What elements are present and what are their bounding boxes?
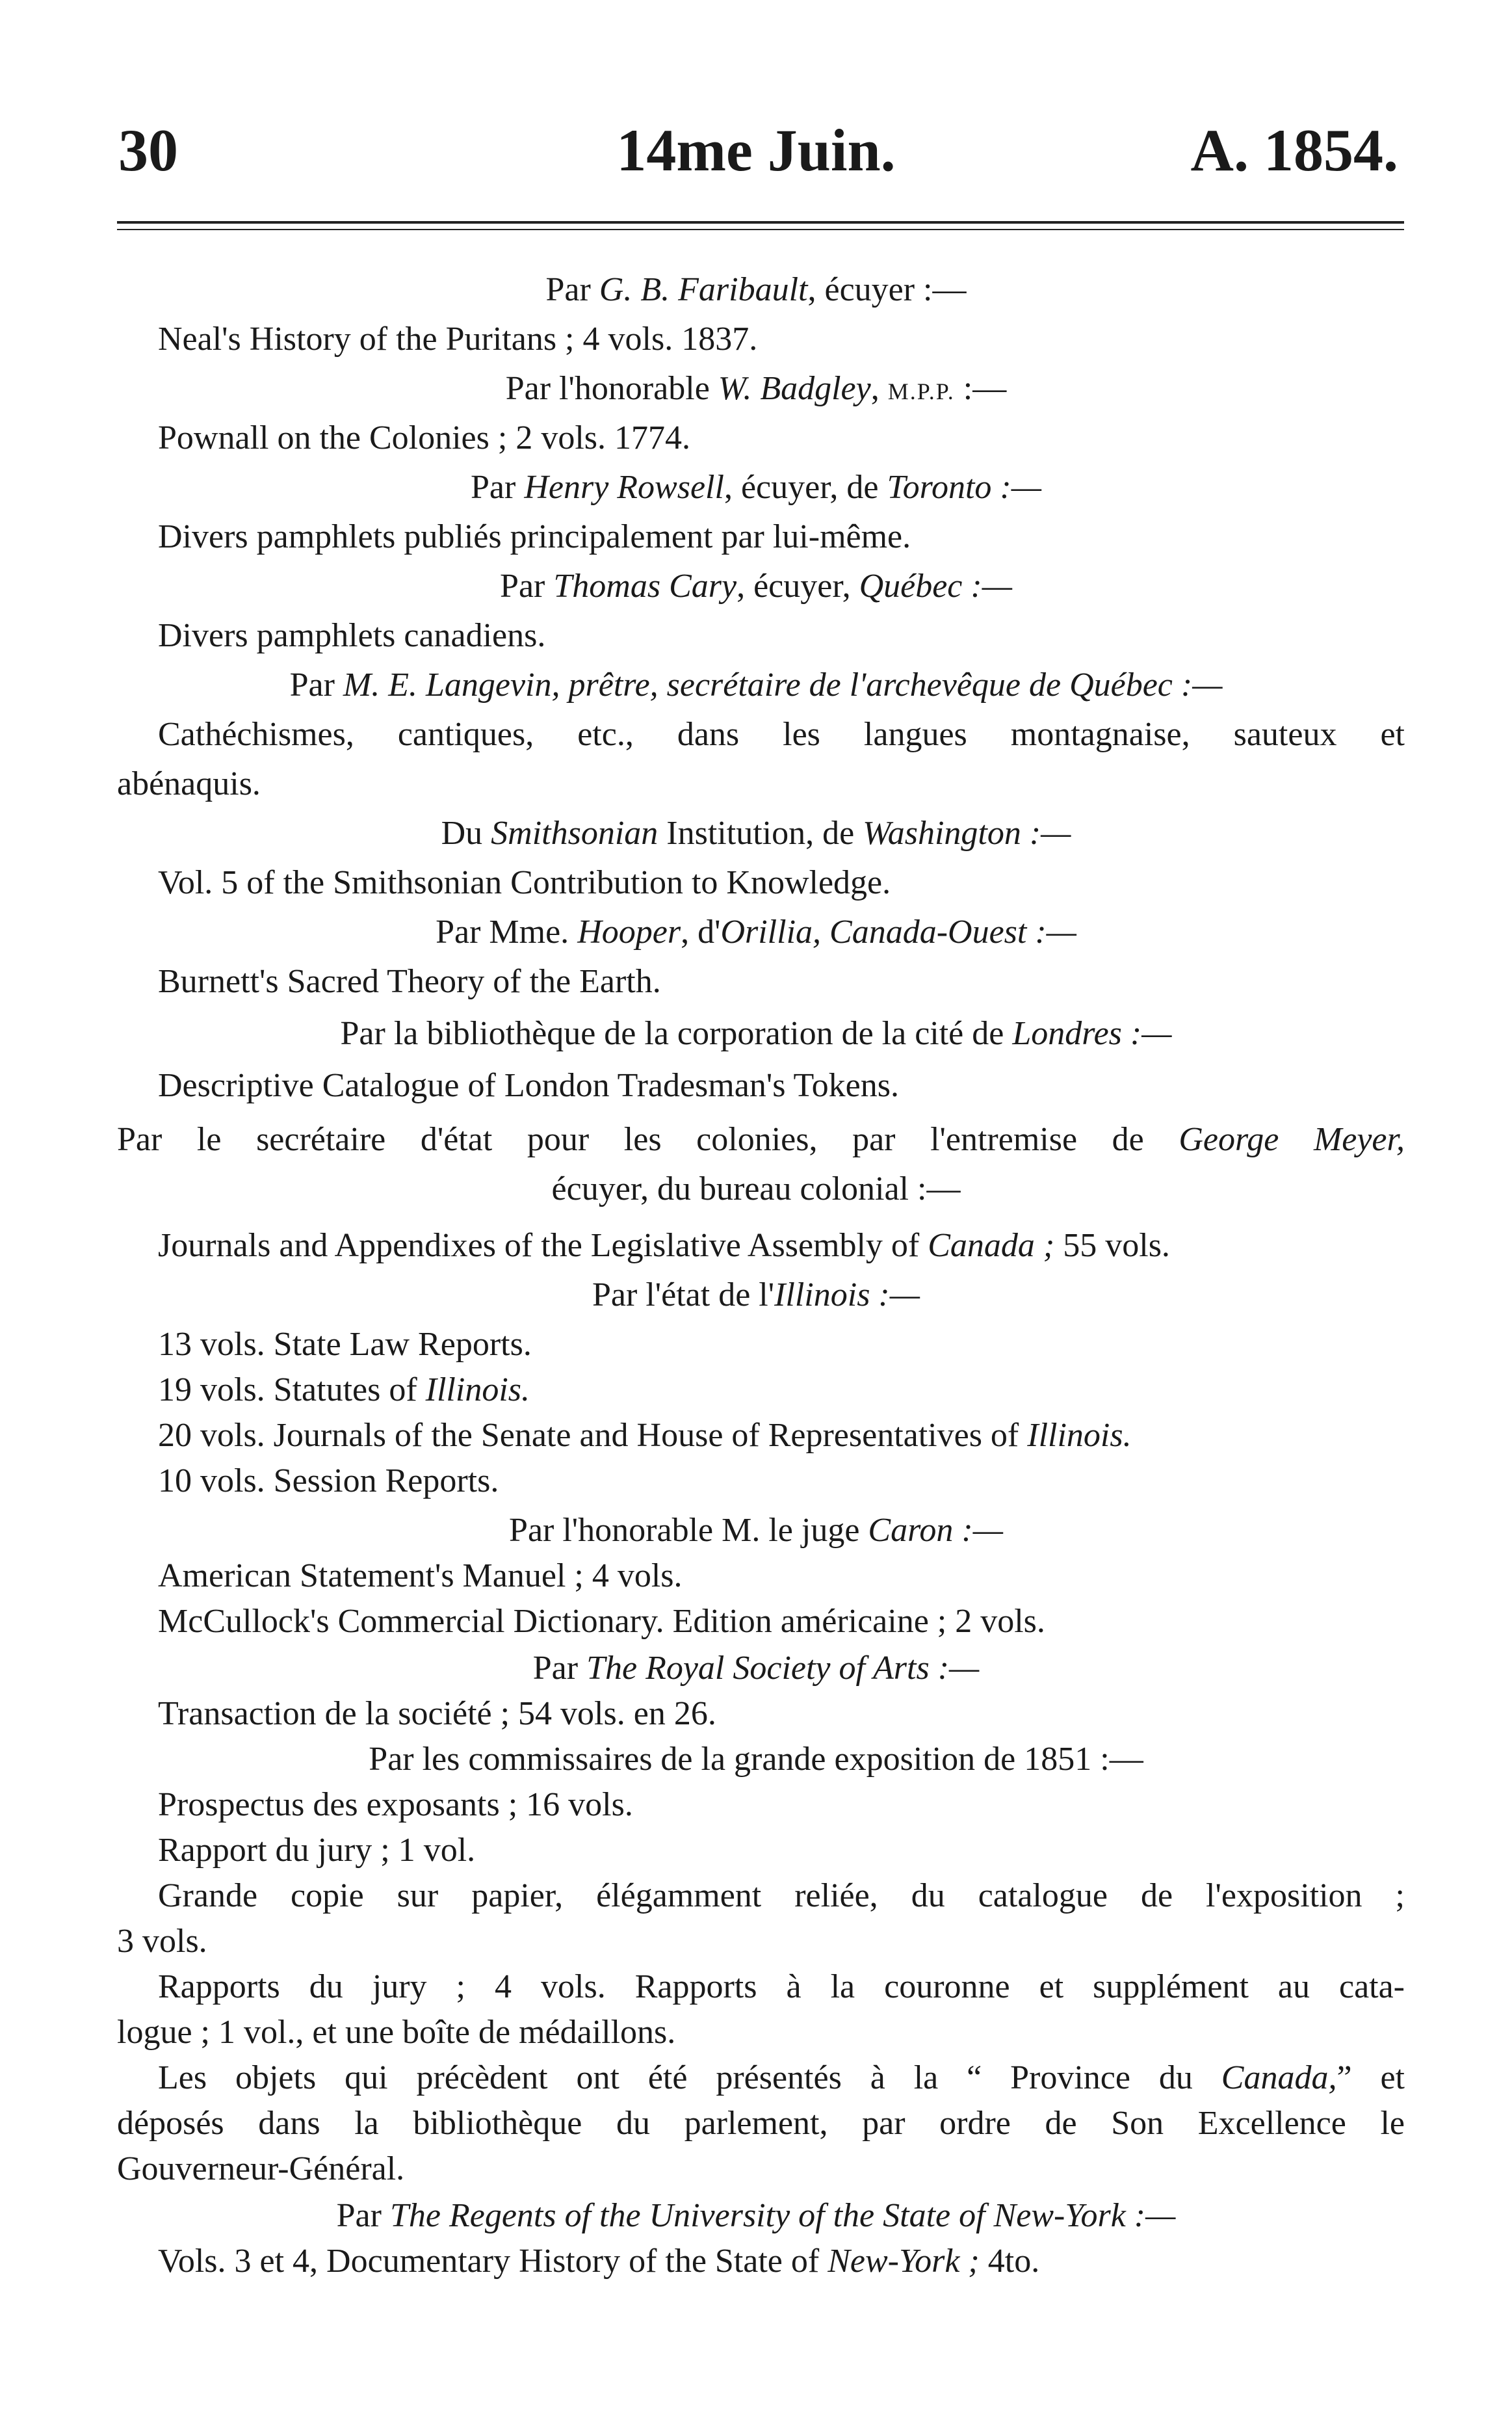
donor-line: Par l'honorable W. Badgley, M.P.P. :— xyxy=(505,370,1007,407)
item-line: Les objets qui précèdent ont été présentés à la “ Province du Canada,” et xyxy=(158,2059,1405,2096)
item-line: logue ; 1 vol., et une boîte de médaillons. xyxy=(117,2014,676,2051)
item-line: Journals and Appendixes of the Legislative Assembly of Canada ; 55 vols. xyxy=(158,1227,1170,1264)
item-line: American Statement's Manuel ; 4 vols. xyxy=(158,1557,683,1594)
donor-line: Par M. E. Langevin, prêtre, secrétaire de l'archevêque de Québec :— xyxy=(289,666,1223,704)
item-line: Transaction de la société ; 54 vols. en 26. xyxy=(158,1695,716,1732)
item-line: McCullock's Commercial Dictionary. Edition américaine ; 2 vols. xyxy=(158,1603,1045,1640)
item-line: 20 vols. Journals of the Senate and House of Representatives of Illinois. xyxy=(158,1417,1132,1454)
item-line: Descriptive Catalogue of London Tradesman's Tokens. xyxy=(158,1067,899,1104)
item-line: Burnett's Sacred Theory of the Earth. xyxy=(158,963,661,1000)
donor-line: Du Smithsonian Institution, de Washington :— xyxy=(441,815,1071,852)
donor-line: Par Mme. Hooper, d'Orillia, Canada-Ouest :— xyxy=(436,914,1076,951)
item-line: Rapport du jury ; 1 vol. xyxy=(158,1832,476,1869)
donor-line: Par l'honorable M. le juge Caron :— xyxy=(509,1512,1003,1549)
donor-line: Par G. B. Faribault, écuyer :— xyxy=(545,271,967,308)
item-line: Vol. 5 of the Smithsonian Contribution to Knowledge. xyxy=(158,864,891,901)
item-line: Pownall on the Colonies ; 2 vols. 1774. xyxy=(158,419,690,456)
header-rule xyxy=(117,221,1404,224)
item-line: abénaquis. xyxy=(117,765,261,802)
item-line: 13 vols. State Law Reports. xyxy=(158,1326,532,1363)
item-line: Vols. 3 et 4, Documentary History of the State of New-York ; 4to. xyxy=(158,2243,1040,2280)
item-line: 19 vols. Statutes of Illinois. xyxy=(158,1371,530,1408)
page-date: 14me Juin. xyxy=(616,117,896,183)
donor-line: Par The Regents of the University of the State of New-York :— xyxy=(336,2197,1176,2234)
item-line: Neal's History of the Puritans ; 4 vols. 1837. xyxy=(158,321,758,358)
item-line: Prospectus des exposants ; 16 vols. xyxy=(158,1786,633,1823)
donor-line: écuyer, du bureau colonial :— xyxy=(551,1170,961,1207)
donor-line: Par The Royal Society of Arts :— xyxy=(532,1650,980,1687)
item-line: Rapports du jury ; 4 vols. Rapports à la couronne et supplément au cata- xyxy=(158,1968,1405,2005)
donor-line: Par Henry Rowsell, écuyer, de Toronto :— xyxy=(471,469,1041,506)
item-line: 3 vols. xyxy=(117,1923,207,1960)
item-line: déposés dans la bibliothèque du parlement, par ordre de Son Excellence le xyxy=(117,2105,1405,2142)
donor-line: Par l'état de l'Illinois :— xyxy=(592,1276,920,1313)
donor-line: Par Thomas Cary, écuyer, Québec :— xyxy=(500,568,1012,605)
donor-line: Par la bibliothèque de la corporation de la cité de Londres :— xyxy=(340,1015,1172,1052)
item-line: Gouverneur-Général. xyxy=(117,2150,405,2187)
item-line: 10 vols. Session Reports. xyxy=(158,1462,499,1499)
donor-line: Par les commissaires de la grande exposition de 1851 :— xyxy=(369,1741,1143,1778)
item-line: Grande copie sur papier, élégamment reliée, du catalogue de l'exposition ; xyxy=(158,1877,1405,1914)
item-line: Divers pamphlets publiés principalement par lui-même. xyxy=(158,518,911,555)
donor-line: Par le secrétaire d'état pour les colonies, par l'entremise de George Meyer, xyxy=(117,1121,1405,1158)
item-line: Cathéchismes, cantiques, etc., dans les langues montagnaise, sauteux et xyxy=(158,716,1405,753)
item-line: Divers pamphlets canadiens. xyxy=(158,617,546,654)
page-number: 30 xyxy=(118,117,178,183)
page-year: A. 1854. xyxy=(1190,117,1398,183)
header-rule-thin xyxy=(117,229,1404,230)
